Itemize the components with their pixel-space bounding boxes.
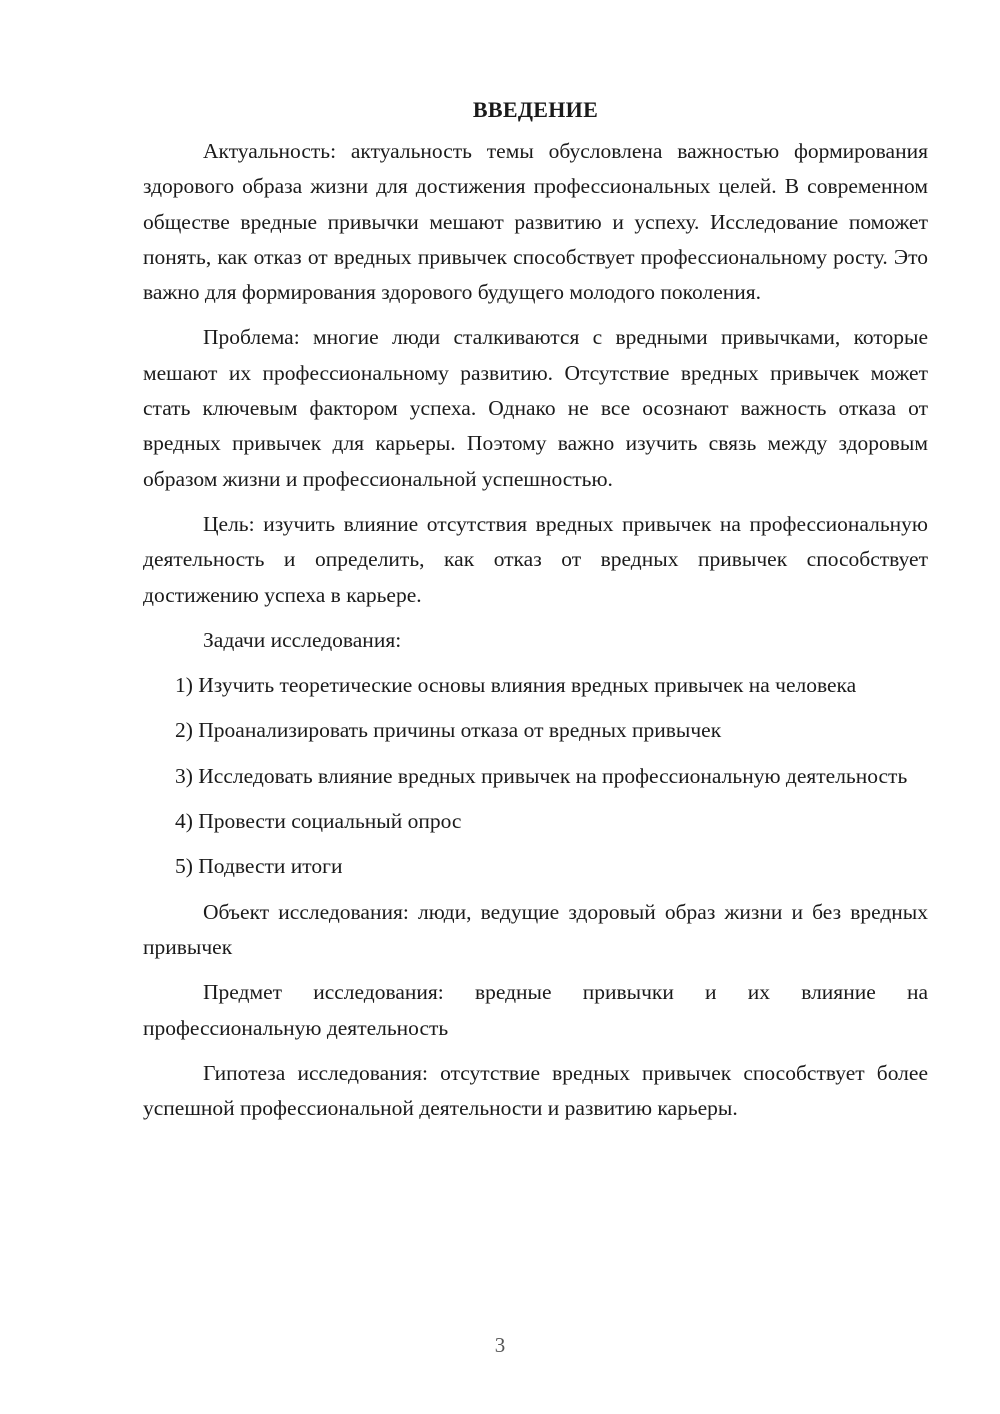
- page-title: ВВЕДЕНИЕ: [472, 97, 599, 122]
- paragraph-object: Объект исследования: люди, ведущие здоровый образ жизни и без вредных привычек: [143, 899, 928, 959]
- tasks-heading: Задачи исследования:: [203, 627, 402, 652]
- task-item-5: 5) Подвести итоги: [175, 854, 343, 879]
- task-item-2: 2) Проанализировать причины отказа от вредных привычек: [175, 718, 722, 743]
- paragraph-relevance: Актуальность: актуальность темы обусловлена важностью формирования здорового образа жизни для достижения профессиональных целей. В современном обществе вредные привычки мешают развитию и успеху. Исследование поможет понять, как отказ от вредных привычек способствует профессиональному росту. Это важно для формирования здорового будущего молодого поколения.: [143, 139, 928, 305]
- page-number: 3: [494, 1333, 506, 1357]
- task-item-1: 1) Изучить теоретические основы влияния вредных привычек на человека: [175, 673, 857, 698]
- paragraph-subject: Предмет исследования: вредные привычки и их влияние на профессиональную деятельность: [143, 980, 928, 1040]
- document-page: [143, 92, 928, 1136]
- paragraph-goal: Цель: изучить влияние отсутствия вредных привычек на профессиональную деятельность и определить, как отказ от вредных привычек способствует достижению успеха в карьере.: [143, 511, 928, 607]
- paragraph-problem: Проблема: многие люди сталкиваются с вредными привычками, которые мешают их профессиональному развитию. Отсутствие вредных привычек может стать ключевым фактором успеха. Однако не все осознают важность отказа от вредных привычек для карьеры. Поэтому важно изучить связь между здоровым образом жизни и профессиональной успешностью.: [143, 325, 928, 491]
- task-item-3: 3) Исследовать влияние вредных привычек на профессиональную деятельность: [175, 763, 908, 788]
- paragraph-hypothesis: Гипотеза исследования: отсутствие вредных привычек способствует более успешной профессиональной деятельности и развитию карьеры.: [143, 1060, 928, 1121]
- task-item-4: 4) Провести социальный опрос: [175, 809, 462, 834]
